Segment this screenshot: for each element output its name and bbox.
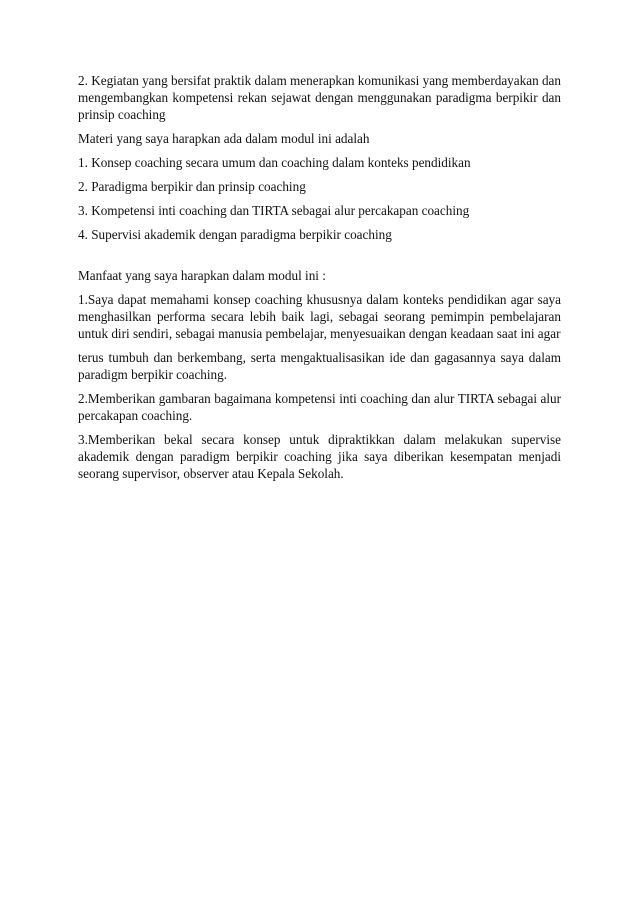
materi-heading: Materi yang saya harapkan ada dalam modul ini adalah bbox=[78, 131, 370, 146]
materi-item-4: 4. Supervisi akademik dengan paradigma berpikir coaching bbox=[78, 227, 392, 242]
manfaat-item-1-continued: terus tumbuh dan berkembang, serta mengaktualisasikan ide dan gagasannya saya dalam paradigm berpikir coaching. bbox=[78, 350, 561, 382]
paragraph-gap bbox=[78, 250, 561, 267]
materi-item-1: 1. Konsep coaching secara umum dan coaching dalam konteks pendidikan bbox=[78, 155, 471, 170]
manfaat-item-1: 1.Saya dapat memahami konsep coaching khususnya dalam konteks pendidikan agar saya menghasilkan performa secara lebih baik lagi, sebagai seorang pemimpin pembelajaran untuk diri sendiri, sebagai manusia pembelajar, menyesuaikan dengan keadaan saat ini agar bbox=[78, 292, 561, 341]
document-body bbox=[78, 72, 561, 489]
materi-item-2: 2. Paradigma berpikir dan prinsip coaching bbox=[78, 179, 306, 194]
manfaat-heading: Manfaat yang saya harapkan dalam modul ini : bbox=[78, 268, 326, 283]
intro-item-2: 2. Kegiatan yang bersifat praktik dalam menerapkan komunikasi yang memberdayakan dan mengembangkan kompetensi rekan sejawat dengan menggunakan paradigma berpikir dan prinsip coaching bbox=[78, 73, 562, 122]
materi-item-3: 3. Kompetensi inti coaching dan TIRTA sebagai alur percakapan coaching bbox=[78, 203, 470, 218]
manfaat-item-3: 3.Memberikan bekal secara konsep untuk dipraktikkan dalam melakukan supervise akademik dengan paradigm berpikir coaching jika saya diberikan kesempatan menjadi seorang supervisor, observer atau Kepala Sekolah. bbox=[78, 432, 561, 481]
manfaat-item-2: 2.Memberikan gambaran bagaimana kompetensi inti coaching dan alur TIRTA sebagai alur percakapan coaching. bbox=[78, 391, 561, 423]
